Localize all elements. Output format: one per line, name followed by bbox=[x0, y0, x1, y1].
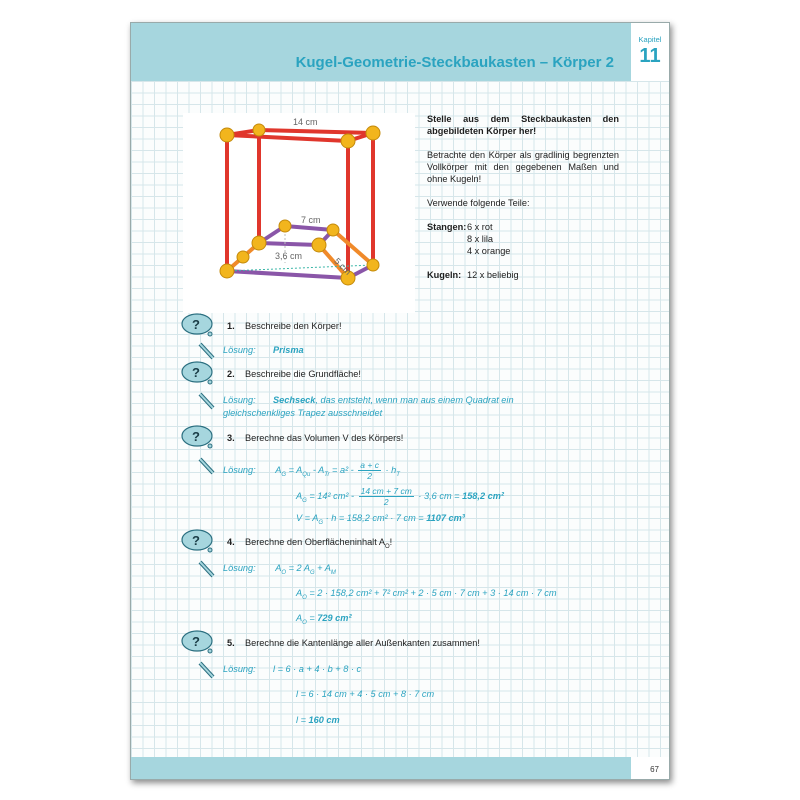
formula-edges-result: l = 160 cm bbox=[296, 715, 340, 725]
instruction-heading: Stelle aus dem Steckbaukasten den abgebildeten Körper her! bbox=[427, 114, 619, 136]
question-text: Berechne den Oberflächeninhalt A bbox=[245, 537, 385, 547]
thought-bubble-icon bbox=[181, 313, 215, 337]
thought-bubble-icon bbox=[181, 529, 215, 553]
formula-surface: $A_O = 2$ $A_G + A_M$ bbox=[275, 563, 336, 576]
label-5cm: 5 cm bbox=[332, 255, 354, 277]
question-number: 1. bbox=[227, 321, 235, 331]
stangen-item: 6 x rot bbox=[467, 222, 493, 232]
svg-text:?: ? bbox=[192, 317, 200, 332]
formula-area: $A_G = A_{Qu} - A_{Tr} = a^2$ - $\frac{a + c}{2}$ · $h_T$ bbox=[275, 460, 400, 481]
question-number: 3. bbox=[227, 433, 235, 443]
page-number-box bbox=[631, 757, 669, 779]
instructions bbox=[427, 113, 619, 281]
result-edges: 160 cm bbox=[308, 715, 340, 725]
pen-icon bbox=[197, 660, 217, 680]
formula-surface-values: $A_O = 2 \cdot 158,2$ cm² + 7² cm² + 2 · 5 cm · 7 cm + 3 · 14 cm · 7 cm bbox=[296, 588, 557, 601]
formula-area-values: $A_G = 14^2$ cm² - $\frac{14 cm + 7 cm}{2}$ · 3,6 cm = 158,2 cm² bbox=[296, 486, 504, 507]
kugeln-row bbox=[427, 269, 619, 281]
formula-edges: l = 6 · a + 4 · b + 8 · c bbox=[273, 664, 362, 674]
label-3-6cm: 3,6 cm bbox=[275, 251, 303, 261]
thought-bubble-icon bbox=[181, 361, 215, 385]
stangen-item: 8 x lila bbox=[467, 234, 494, 244]
parts-list bbox=[427, 221, 619, 257]
footer-band bbox=[131, 757, 669, 779]
svg-text:?: ? bbox=[192, 429, 200, 444]
question-text: Beschreibe die Grundfläche! bbox=[245, 369, 361, 379]
formula-edges-values: l = 6 · 14 cm + 4 · 5 cm + 8 · 7 cm bbox=[296, 689, 435, 699]
result-area: 158,2 cm² bbox=[462, 490, 504, 501]
solution-2-line2 bbox=[223, 408, 382, 418]
solution-2-bold: Sechseck bbox=[273, 395, 316, 405]
chapter-number: 11 bbox=[639, 45, 661, 67]
pen-icon bbox=[197, 341, 217, 361]
workbook-page: Kugel-Geometrie-Steckbaukasten – Körper 2 Kapitel 11 67 14 cm 7 cm 3,6 cm 5 cm Stelle aus dem Steckbaukasten den abgebildeten Körper her! Betrachte den Körper als gradlinig begrenzten Vollkörper mit den gegebenen Maßen und ohne Kugeln! Verwende folgende Teile: Stangen: 6 x rot 8 x lila 4 x orange Kugeln: 12 x beliebig ? 1. Beschreibe den Körper! Lösung: Prisma ? 2. Beschreibe die Grundfläche! Lösung: Sechseck, das entsteht, wenn man aus einem Quadrat ein gleichschenkliges Trapez ausschneidet ? 3. Berechne das Volumen V des Körpers! Lösung: $A_G = A_{Qu} - A_{Tr} = a^2$ - $\frac{a + c}{2}$ · $h_T$ $A_G = 14^2$ cm² - $\frac{14 cm + 7 cm}{2}$ · 3,6 cm = 158,2 cm² $V = A_G \cdot h = 158,2$ cm² · 7 cm = 1107 cm³ ? 4. Berechne den Oberflächeninhalt $A_O$! Lösung: $A_O = 2$ $A_G + A_M$ $A_O = 2 \cdot 158,2$ cm² + 7² cm² + 2 · 5 cm · 7 cm + 3 · 14 cm · 7 cm $A_O = 729$ cm² ? 5. Berechne die Kantenlänge aller Außenkanten zusammen! Lösung: l = 6 · a + 4 · b + 8 · c l = 6 · 14 cm + 4 · 5 cm + 8 · 7 cm l = 160 cm bbox=[130, 22, 670, 780]
kugeln-label: Kugeln: bbox=[427, 270, 462, 280]
svg-text:?: ? bbox=[192, 634, 200, 649]
solution-2-text: , das entsteht, wenn man aus einem Quadrat ein bbox=[315, 395, 514, 405]
result-surface: 729 cm² bbox=[317, 613, 352, 623]
header-band bbox=[131, 23, 669, 81]
solution-4 bbox=[223, 563, 336, 576]
question-number: 5. bbox=[227, 638, 235, 648]
stangen-item: 4 x orange bbox=[467, 246, 511, 256]
solution-5 bbox=[223, 664, 361, 674]
thought-bubble-icon bbox=[181, 630, 215, 654]
question-number: 4. bbox=[227, 537, 235, 547]
pen-icon bbox=[197, 456, 217, 476]
solution-label: Lösung: bbox=[223, 395, 256, 405]
thought-bubble-icon bbox=[181, 425, 215, 449]
solution-label: Lösung: bbox=[223, 464, 256, 475]
solution-3 bbox=[223, 460, 400, 481]
formula-volume: $V = A_G \cdot h = 158,2$ cm² · 7 cm = 1107 cm³ bbox=[296, 513, 465, 526]
result-volume: 1107 cm³ bbox=[426, 513, 465, 523]
stangen-label: Stangen: bbox=[427, 222, 467, 232]
question-number: 2. bbox=[227, 369, 235, 379]
chapter-box bbox=[631, 23, 669, 81]
solution-1 bbox=[223, 345, 304, 355]
solution-label: Lösung: bbox=[223, 664, 256, 674]
label-7cm: 7 cm bbox=[301, 215, 321, 225]
pen-icon bbox=[197, 391, 217, 411]
svg-text:?: ? bbox=[192, 533, 200, 548]
solution-2-text-line2: gleichschenkliges Trapez ausschneidet bbox=[223, 408, 383, 418]
question-text: Beschreibe den Körper! bbox=[245, 321, 342, 331]
solution-label: Lösung: bbox=[223, 563, 256, 573]
svg-text:?: ? bbox=[192, 365, 200, 380]
solution-2 bbox=[223, 395, 514, 405]
page-number: 67 bbox=[650, 765, 659, 774]
question-text: Berechne die Kantenlänge aller Außenkanten zusammen! bbox=[245, 638, 480, 648]
solution-label: Lösung: bbox=[223, 345, 256, 355]
chapter-label: Kapitel bbox=[638, 35, 662, 44]
solution-1-text: Prisma bbox=[273, 345, 304, 355]
pen-icon bbox=[197, 559, 217, 579]
instruction-use: Verwende folgende Teile: bbox=[427, 198, 530, 208]
kugeln-value: 12 x beliebig bbox=[467, 270, 519, 280]
label-14cm: 14 cm bbox=[293, 117, 318, 127]
page-title: Kugel-Geometrie-Steckbaukasten – Körper 2 bbox=[295, 54, 614, 71]
instruction-paragraph: Betrachte den Körper als gradlinig begrenzten Vollkörper mit den gegebenen Maßen und ohne Kugeln! bbox=[427, 150, 619, 184]
formula-surface-result: $A_O = 729$ cm² bbox=[296, 613, 352, 626]
question-text: Berechne das Volumen V des Körpers! bbox=[245, 433, 404, 443]
prism-model-illustration bbox=[183, 113, 415, 313]
